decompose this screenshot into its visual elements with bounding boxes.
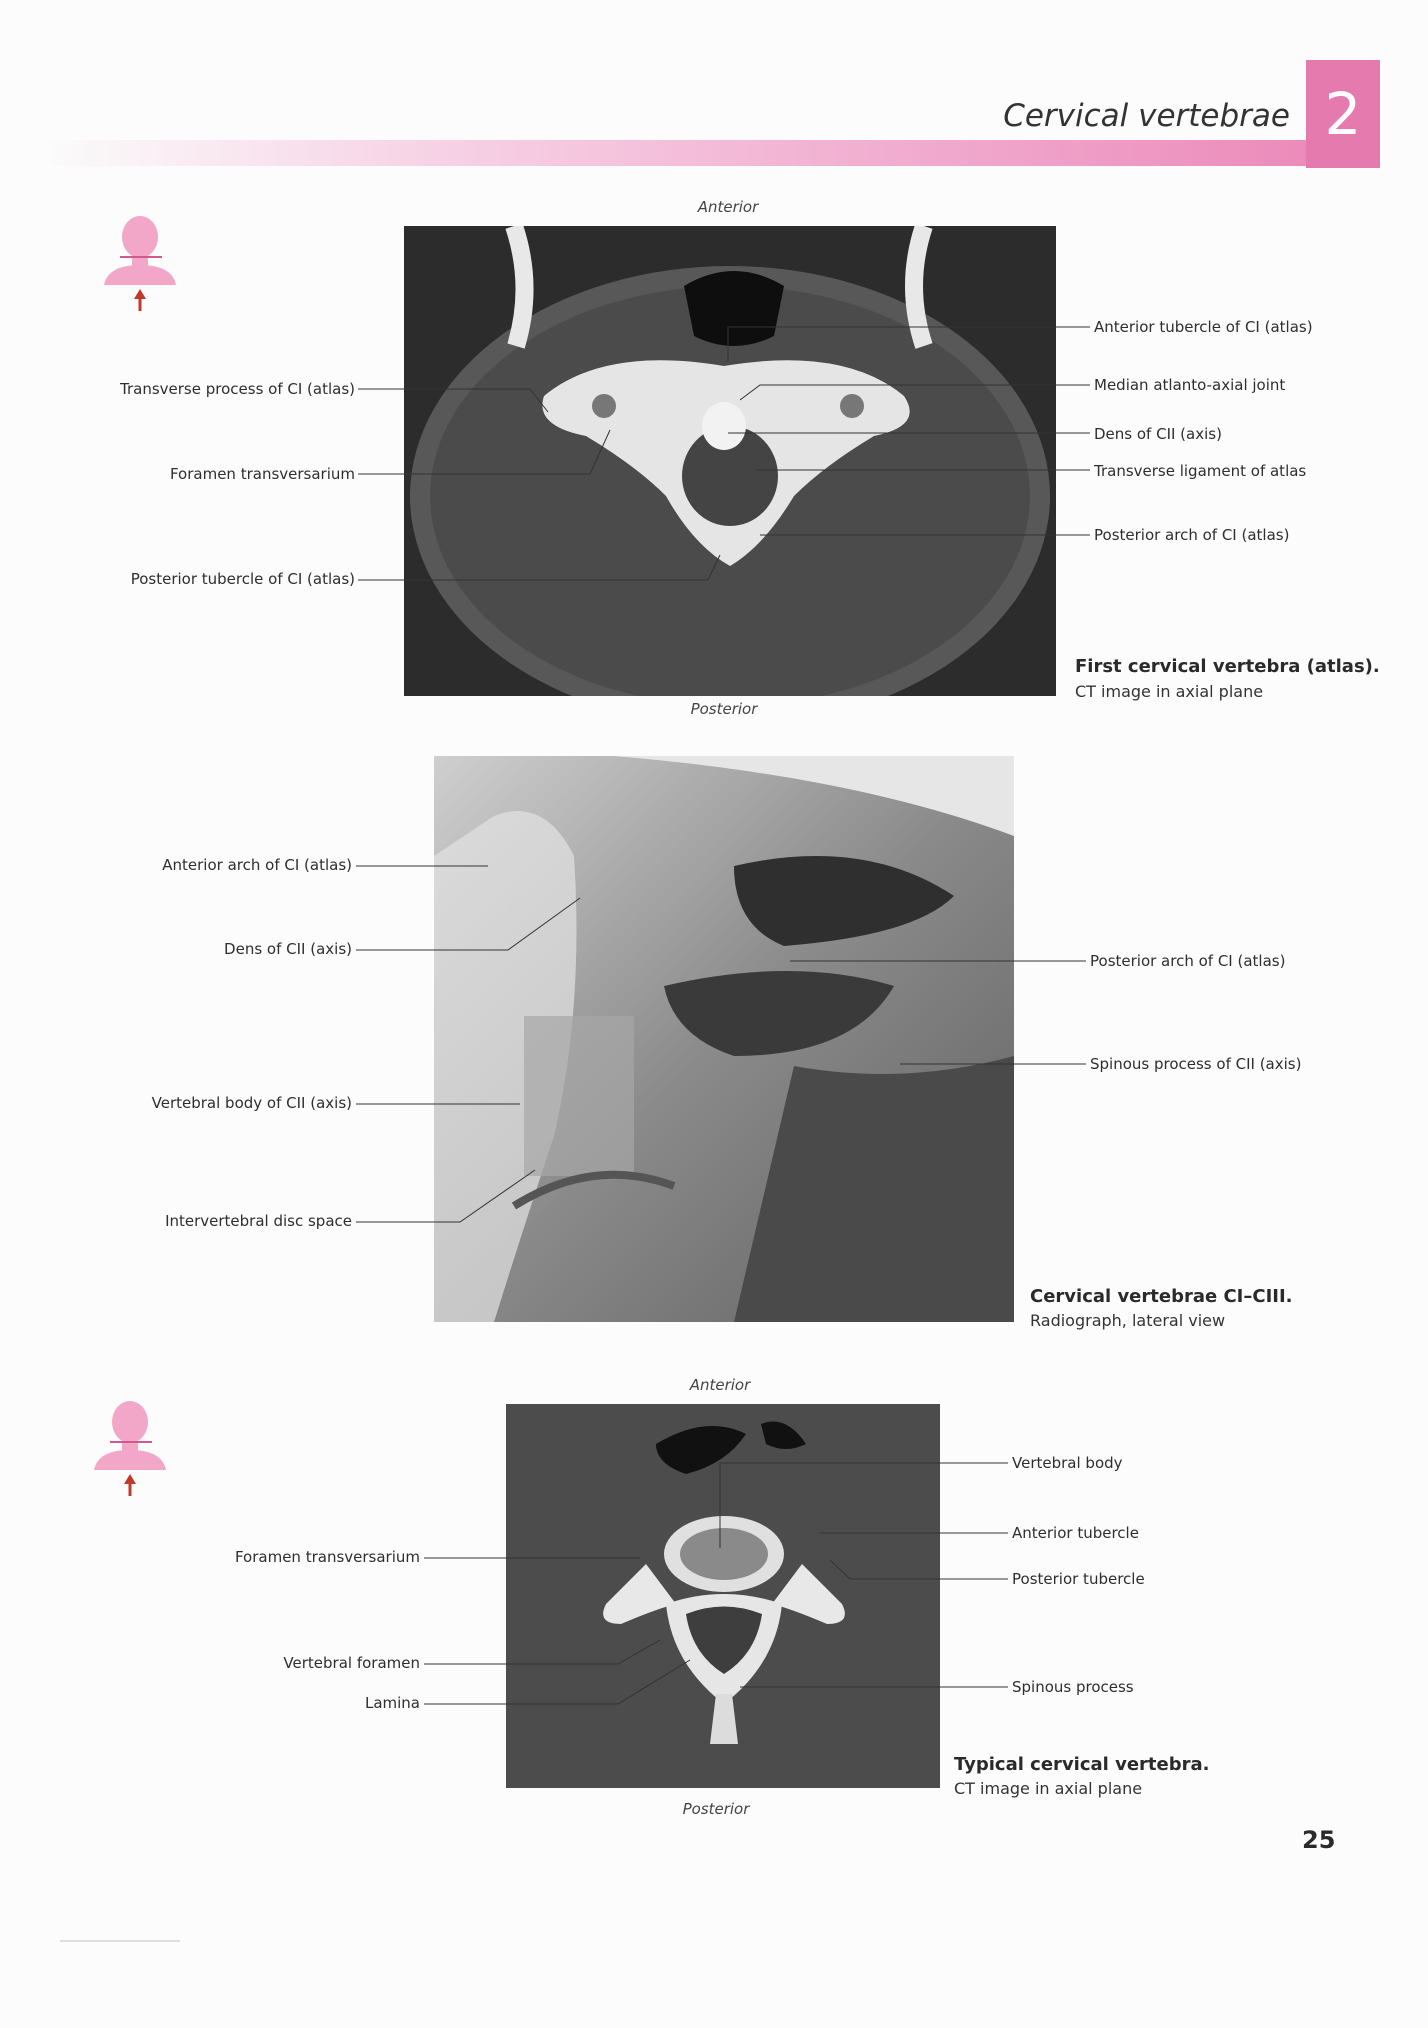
label-anterior-tubercle: Anterior tubercle	[1012, 1524, 1139, 1542]
axial-view-head-icon	[88, 1400, 178, 1504]
chapter-tab: 2	[1306, 60, 1380, 168]
label-posterior-tubercle: Posterior tubercle	[1012, 1570, 1145, 1588]
label-lamina: Lamina	[364, 1694, 420, 1712]
label-vertebral-body: Vertebral body	[1012, 1454, 1123, 1472]
label-foramen-transversarium-typical: Foramen transversarium	[234, 1548, 420, 1566]
label-posterior-arch-ci-lateral: Posterior arch of CI (atlas)	[1090, 952, 1286, 970]
label-dens-cii: Dens of CII (axis)	[1094, 425, 1222, 443]
caption-subtitle-radiograph: Radiograph, lateral view	[1030, 1311, 1226, 1330]
label-posterior-arch-ci: Posterior arch of CI (atlas)	[1094, 526, 1290, 544]
caption-title-typical: Typical cervical vertebra.	[954, 1754, 1210, 1775]
label-transverse-process-ci: Transverse process of CI (atlas)	[120, 380, 355, 398]
top-orientation-label: Anterior	[697, 198, 759, 216]
label-spinous-process: Spinous process	[1012, 1678, 1134, 1696]
label-spinous-process-cii: Spinous process of CII (axis)	[1090, 1055, 1302, 1073]
bottom-rule	[60, 1940, 180, 1942]
ct-typical-vertebra-image	[506, 1404, 940, 1788]
top-orientation-label-typical: Anterior	[689, 1376, 751, 1394]
caption-subtitle-typical: CT image in axial plane	[954, 1779, 1143, 1798]
section-title: Cervical vertebrae	[1003, 98, 1290, 134]
ct-atlas-image	[404, 226, 1056, 696]
axial-view-head-icon	[98, 215, 188, 319]
radiograph-lateral-image	[434, 756, 1014, 1322]
bottom-orientation-label: Posterior	[690, 700, 758, 718]
bottom-orientation-label-typical: Posterior	[682, 1800, 750, 1818]
caption-title-atlas: First cervical vertebra (atlas).	[1075, 656, 1380, 677]
label-anterior-arch-ci: Anterior arch of CI (atlas)	[162, 856, 352, 874]
label-vertebral-foramen: Vertebral foramen	[283, 1654, 420, 1672]
label-median-atlanto-axial-joint: Median atlanto-axial joint	[1094, 376, 1286, 394]
header-band	[40, 140, 1310, 166]
label-vertebral-body-cii: Vertebral body of CII (axis)	[151, 1094, 352, 1112]
label-intervertebral-disc-space: Intervertebral disc space	[165, 1212, 352, 1230]
page-number: 25	[1302, 1826, 1336, 1854]
label-posterior-tubercle-ci: Posterior tubercle of CI (atlas)	[130, 570, 355, 588]
label-transverse-ligament: Transverse ligament of atlas	[1094, 462, 1307, 480]
label-foramen-transversarium: Foramen transversarium	[169, 465, 355, 483]
label-anterior-tubercle-ci: Anterior tubercle of CI (atlas)	[1094, 318, 1313, 336]
caption-title-radiograph: Cervical vertebrae CI–CIII.	[1030, 1286, 1293, 1307]
caption-subtitle-atlas: CT image in axial plane	[1075, 682, 1264, 701]
label-dens-cii-lateral: Dens of CII (axis)	[224, 940, 352, 958]
